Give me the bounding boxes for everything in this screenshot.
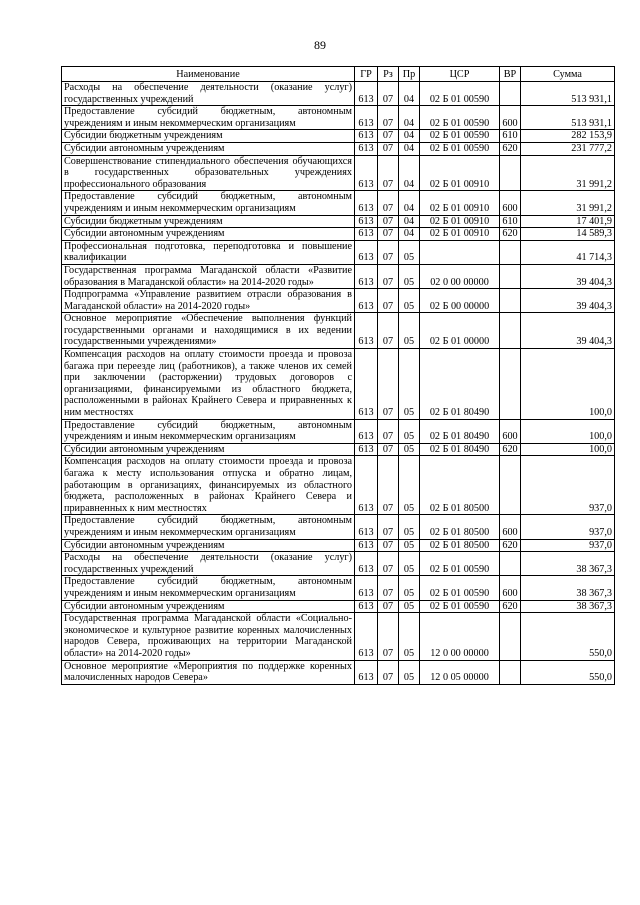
- cell-name: Расходы на обеспечение деятельности (оказание услуг) государственных учреждений: [62, 552, 355, 576]
- cell-gr: 613: [355, 240, 378, 264]
- table-row: [62, 349, 615, 420]
- page-number: 89: [314, 38, 326, 52]
- cell-name: Основное мероприятие «Обеспечение выполнения функций государственными органами и находящимися в их ведении государственными учреждениями»: [62, 313, 355, 349]
- table-row: [62, 419, 615, 443]
- cell-csr: 02 Б 01 80490: [420, 349, 500, 420]
- cell-name: Основное мероприятие «Мероприятия по поддержке коренных малочисленных народов Севера»: [62, 660, 355, 684]
- cell-pr: 05: [399, 443, 420, 456]
- cell-pr: 05: [399, 600, 420, 613]
- cell-name: Государственная программа Магаданской области «Развитие образования в Магаданской области» на 2014-2020 годы»: [62, 264, 355, 288]
- table-row: [62, 456, 615, 515]
- cell-pr: 05: [399, 576, 420, 600]
- cell-gr: 613: [355, 264, 378, 288]
- cell-rz: 07: [378, 82, 399, 106]
- header-sum: Сумма: [521, 67, 615, 82]
- cell-csr: 02 Б 01 80500: [420, 515, 500, 539]
- cell-rz: 07: [378, 552, 399, 576]
- table-row: [62, 660, 615, 684]
- cell-sum: 14 589,3: [521, 228, 615, 241]
- cell-vr: [500, 552, 521, 576]
- cell-gr: 613: [355, 82, 378, 106]
- cell-sum: 38 367,3: [521, 576, 615, 600]
- cell-csr: [420, 240, 500, 264]
- cell-gr: 613: [355, 289, 378, 313]
- cell-csr: 02 Б 01 80500: [420, 539, 500, 552]
- cell-vr: 620: [500, 228, 521, 241]
- cell-csr: 02 Б 01 00910: [420, 215, 500, 228]
- cell-pr: 04: [399, 228, 420, 241]
- cell-rz: 07: [378, 660, 399, 684]
- cell-vr: 610: [500, 130, 521, 143]
- cell-vr: [500, 660, 521, 684]
- cell-rz: 07: [378, 600, 399, 613]
- header-gr: ГР: [355, 67, 378, 82]
- cell-csr: 02 Б 01 80500: [420, 456, 500, 515]
- header-vr: ВР: [500, 67, 521, 82]
- cell-pr: 05: [399, 240, 420, 264]
- cell-vr: 620: [500, 443, 521, 456]
- cell-rz: 07: [378, 130, 399, 143]
- cell-sum: 17 401,9: [521, 215, 615, 228]
- cell-pr: 05: [399, 264, 420, 288]
- cell-vr: 600: [500, 106, 521, 130]
- cell-gr: 613: [355, 539, 378, 552]
- table-body: [62, 82, 615, 685]
- cell-sum: 937,0: [521, 456, 615, 515]
- cell-rz: 07: [378, 191, 399, 215]
- cell-vr: 610: [500, 215, 521, 228]
- cell-vr: [500, 264, 521, 288]
- header-pr: Пр: [399, 67, 420, 82]
- header-name: Наименование: [62, 67, 355, 82]
- cell-pr: 04: [399, 106, 420, 130]
- cell-vr: [500, 313, 521, 349]
- cell-csr: 02 Б 01 80490: [420, 419, 500, 443]
- cell-rz: 07: [378, 515, 399, 539]
- cell-csr: 02 Б 01 00590: [420, 552, 500, 576]
- cell-gr: 613: [355, 443, 378, 456]
- cell-rz: 07: [378, 289, 399, 313]
- cell-sum: 31 991,2: [521, 191, 615, 215]
- cell-pr: 05: [399, 456, 420, 515]
- cell-rz: 07: [378, 443, 399, 456]
- cell-name: Предоставление субсидий бюджетным, автономным учреждениям и иным некоммерческим организациям: [62, 515, 355, 539]
- cell-rz: 07: [378, 155, 399, 191]
- cell-sum: 39 404,3: [521, 289, 615, 313]
- cell-vr: [500, 613, 521, 660]
- cell-name: Предоставление субсидий бюджетным, автономным учреждениям и иным некоммерческим организациям: [62, 106, 355, 130]
- cell-gr: 613: [355, 313, 378, 349]
- cell-sum: 39 404,3: [521, 264, 615, 288]
- table-row: [62, 215, 615, 228]
- cell-pr: 05: [399, 515, 420, 539]
- cell-rz: 07: [378, 349, 399, 420]
- cell-gr: 613: [355, 130, 378, 143]
- table-row: [62, 539, 615, 552]
- cell-rz: 07: [378, 613, 399, 660]
- cell-gr: 613: [355, 613, 378, 660]
- cell-pr: 04: [399, 155, 420, 191]
- cell-name: Субсидии автономным учреждениям: [62, 600, 355, 613]
- cell-csr: 02 Б 01 00000: [420, 313, 500, 349]
- table-row: [62, 576, 615, 600]
- cell-sum: 513 931,1: [521, 82, 615, 106]
- cell-gr: 613: [355, 660, 378, 684]
- cell-gr: 613: [355, 142, 378, 155]
- cell-vr: [500, 289, 521, 313]
- cell-csr: 02 Б 01 00590: [420, 600, 500, 613]
- cell-sum: 231 777,2: [521, 142, 615, 155]
- cell-name: Субсидии автономным учреждениям: [62, 539, 355, 552]
- cell-pr: 04: [399, 215, 420, 228]
- cell-csr: 02 Б 01 00590: [420, 106, 500, 130]
- cell-csr: 02 Б 01 00910: [420, 155, 500, 191]
- cell-name: Предоставление субсидий бюджетным, автономным учреждениям и иным некоммерческим организациям: [62, 576, 355, 600]
- table-row: [62, 289, 615, 313]
- table-row: [62, 191, 615, 215]
- cell-gr: 613: [355, 552, 378, 576]
- cell-name: Совершенствование стипендиального обеспечения обучающихся в государственных образовательных учреждениях профессионального образования: [62, 155, 355, 191]
- cell-gr: 613: [355, 191, 378, 215]
- header-row: [62, 67, 615, 82]
- table-row: [62, 443, 615, 456]
- cell-name: Субсидии автономным учреждениям: [62, 443, 355, 456]
- cell-pr: 04: [399, 142, 420, 155]
- budget-table: [61, 66, 615, 685]
- cell-name: Субсидии автономным учреждениям: [62, 228, 355, 241]
- cell-gr: 613: [355, 576, 378, 600]
- cell-vr: 600: [500, 419, 521, 443]
- cell-csr: 02 Б 01 00590: [420, 576, 500, 600]
- header-rz: Рз: [378, 67, 399, 82]
- cell-pr: 05: [399, 419, 420, 443]
- cell-pr: 05: [399, 313, 420, 349]
- cell-rz: 07: [378, 106, 399, 130]
- table-row: [62, 228, 615, 241]
- cell-gr: 613: [355, 155, 378, 191]
- cell-name: Компенсация расходов на оплату стоимости проезда и провоза багажа при переезде лиц (работников), а также членов их семей при заключении (расторжении) трудовых договоров с организациями, финансируемыми из областного бюджета, расположенными в районах Крайнего Севера и приравненных к ним местностях: [62, 349, 355, 420]
- cell-gr: 613: [355, 215, 378, 228]
- cell-vr: 600: [500, 191, 521, 215]
- cell-name: Компенсация расходов на оплату стоимости проезда и провоза багажа к месту использования отпуска и обратно лицам, работающим в организациях, финансируемых из областного бюджета, расположенных в районах Крайнего Севера и приравненных к ним местностях: [62, 456, 355, 515]
- cell-csr: 02 0 00 00000: [420, 264, 500, 288]
- cell-rz: 07: [378, 215, 399, 228]
- table-header: [62, 67, 615, 82]
- cell-sum: 38 367,3: [521, 600, 615, 613]
- cell-name: Государственная программа Магаданской области «Социально-экономическое и культурное развитие коренных малочисленных народов Севера, проживающих на территории Магаданской области» на 2014-2020 годы»: [62, 613, 355, 660]
- cell-vr: 600: [500, 576, 521, 600]
- cell-vr: 600: [500, 515, 521, 539]
- cell-name: Предоставление субсидий бюджетным, автономным учреждениям и иным некоммерческим организациям: [62, 419, 355, 443]
- cell-csr: 02 Б 01 00590: [420, 130, 500, 143]
- cell-pr: 05: [399, 660, 420, 684]
- cell-name: Субсидии бюджетным учреждениям: [62, 130, 355, 143]
- cell-rz: 07: [378, 240, 399, 264]
- cell-vr: 620: [500, 539, 521, 552]
- cell-pr: 05: [399, 613, 420, 660]
- cell-name: Субсидии бюджетным учреждениям: [62, 215, 355, 228]
- cell-pr: 05: [399, 349, 420, 420]
- cell-sum: 513 931,1: [521, 106, 615, 130]
- cell-name: Профессиональная подготовка, переподготовка и повышение квалификации: [62, 240, 355, 264]
- cell-sum: 937,0: [521, 539, 615, 552]
- table-row: [62, 313, 615, 349]
- cell-rz: 07: [378, 313, 399, 349]
- table-row: [62, 155, 615, 191]
- cell-gr: 613: [355, 515, 378, 539]
- cell-sum: 282 153,9: [521, 130, 615, 143]
- cell-csr: 02 Б 01 00910: [420, 228, 500, 241]
- cell-pr: 05: [399, 289, 420, 313]
- cell-vr: [500, 240, 521, 264]
- cell-pr: 05: [399, 552, 420, 576]
- table-row: [62, 130, 615, 143]
- cell-sum: 100,0: [521, 349, 615, 420]
- table-row: [62, 613, 615, 660]
- table-row: [62, 264, 615, 288]
- cell-gr: 613: [355, 349, 378, 420]
- cell-csr: 02 Б 00 00000: [420, 289, 500, 313]
- cell-sum: 100,0: [521, 419, 615, 443]
- cell-csr: 02 Б 01 00590: [420, 142, 500, 155]
- cell-vr: [500, 155, 521, 191]
- cell-rz: 07: [378, 142, 399, 155]
- cell-pr: 04: [399, 82, 420, 106]
- cell-gr: 613: [355, 456, 378, 515]
- cell-gr: 613: [355, 106, 378, 130]
- cell-sum: 550,0: [521, 660, 615, 684]
- table-row: [62, 142, 615, 155]
- table-row: [62, 240, 615, 264]
- cell-csr: 12 0 00 00000: [420, 613, 500, 660]
- cell-gr: 613: [355, 228, 378, 241]
- cell-csr: 02 Б 01 80490: [420, 443, 500, 456]
- cell-pr: 04: [399, 191, 420, 215]
- cell-sum: 100,0: [521, 443, 615, 456]
- cell-pr: 05: [399, 539, 420, 552]
- cell-rz: 07: [378, 419, 399, 443]
- cell-rz: 07: [378, 264, 399, 288]
- cell-rz: 07: [378, 576, 399, 600]
- cell-csr: 12 0 05 00000: [420, 660, 500, 684]
- cell-vr: 620: [500, 142, 521, 155]
- cell-sum: 41 714,3: [521, 240, 615, 264]
- table-row: [62, 552, 615, 576]
- cell-gr: 613: [355, 600, 378, 613]
- cell-gr: 613: [355, 419, 378, 443]
- cell-sum: 550,0: [521, 613, 615, 660]
- table-row: [62, 600, 615, 613]
- header-csr: ЦСР: [420, 67, 500, 82]
- cell-name: Расходы на обеспечение деятельности (оказание услуг) государственных учреждений: [62, 82, 355, 106]
- cell-vr: [500, 456, 521, 515]
- cell-csr: 02 Б 01 00910: [420, 191, 500, 215]
- cell-vr: [500, 349, 521, 420]
- cell-rz: 07: [378, 456, 399, 515]
- cell-sum: 39 404,3: [521, 313, 615, 349]
- cell-vr: 620: [500, 600, 521, 613]
- cell-csr: 02 Б 01 00590: [420, 82, 500, 106]
- cell-rz: 07: [378, 539, 399, 552]
- table-row: [62, 106, 615, 130]
- cell-name: Подпрограмма «Управление развитием отрасли образования в Магаданской области» на 2014-2020 годы»: [62, 289, 355, 313]
- cell-name: Предоставление субсидий бюджетным, автономным учреждениям и иным некоммерческим организациям: [62, 191, 355, 215]
- cell-sum: 38 367,3: [521, 552, 615, 576]
- cell-name: Субсидии автономным учреждениям: [62, 142, 355, 155]
- cell-sum: 31 991,2: [521, 155, 615, 191]
- cell-vr: [500, 82, 521, 106]
- table-row: [62, 515, 615, 539]
- cell-rz: 07: [378, 228, 399, 241]
- cell-pr: 04: [399, 130, 420, 143]
- table-row: [62, 82, 615, 106]
- cell-sum: 937,0: [521, 515, 615, 539]
